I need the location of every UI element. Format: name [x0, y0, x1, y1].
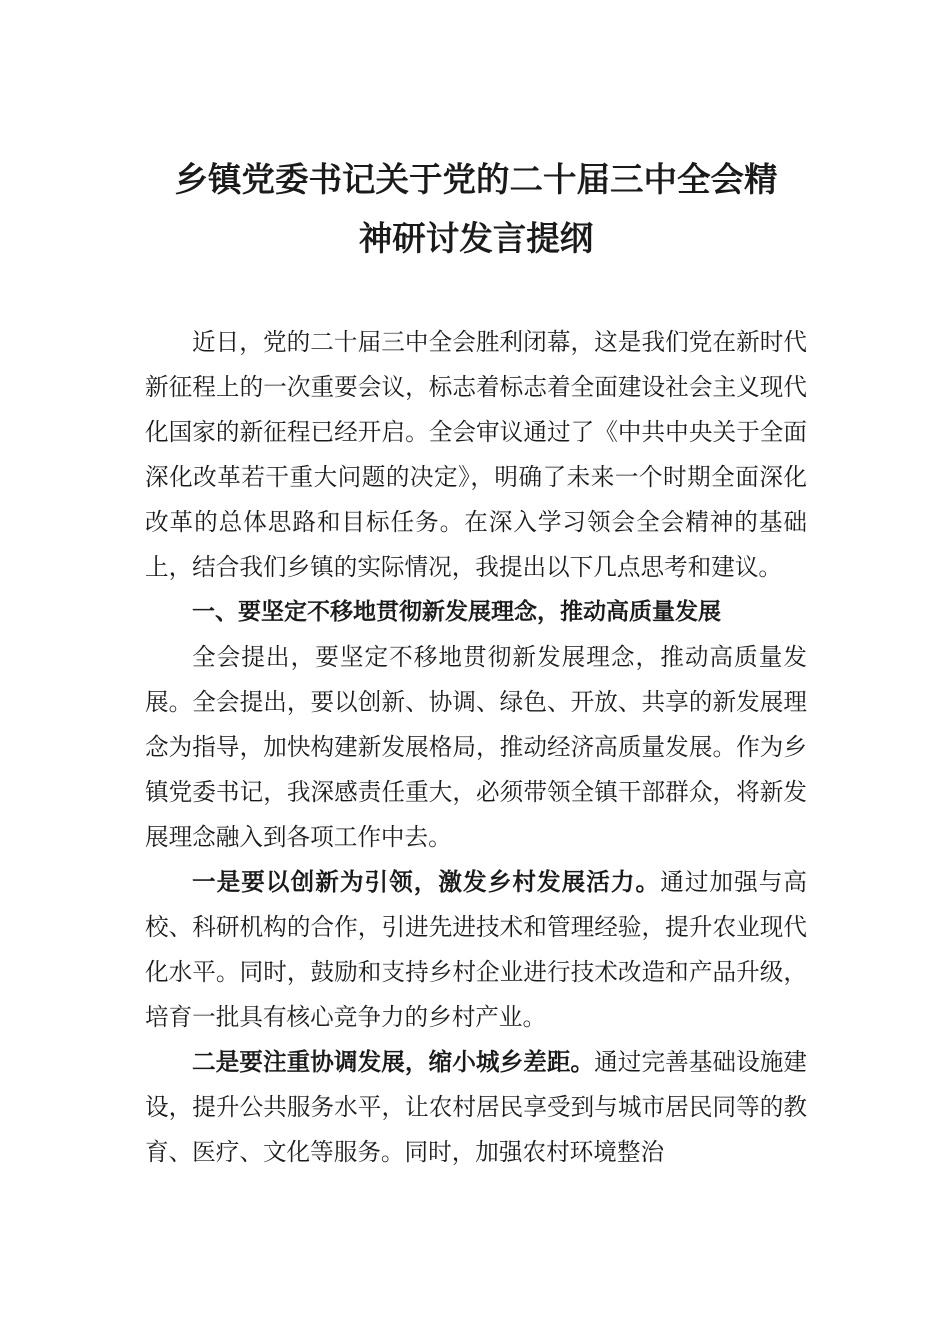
document-body — [145, 320, 807, 1175]
document-title — [145, 150, 807, 268]
section-heading-1: 一、要坚定不移地贯彻新发展理念，推动高质量发展 — [192, 599, 721, 625]
intro-paragraph: 近日，党的二十届三中全会胜利闭幕，这是我们党在新时代新征程上的一次重要会议，标志着标志着全面建设社会主义现代化国家的新征程已经开启。全会审议通过了《中共中央关于全面深化改革若干重大问题的决定》，明确了未来一个时期全面深化改革的总体思路和目标任务。在深入学习领会全会精神的基础上，结合我们乡镇的实际情况，我提出以下几点思考和建议。 — [145, 328, 807, 581]
title-line-2: 神研讨发言提纲 — [358, 219, 594, 258]
point-2-lead: 二是要注重协调发展，缩小城乡差距。 — [192, 1048, 595, 1076]
point-2-paragraph — [145, 1040, 807, 1175]
title-line-1: 乡镇党委书记关于党的二十届三中全会精 — [174, 160, 778, 199]
document-page — [145, 150, 807, 1175]
point-1-paragraph — [145, 860, 807, 1040]
point-2-text: 通过完善基础设施建设，提升公共服务水平，让农村居民享受到与城市居民同等的教育、医疗、文化等服务。同时，加强农村环境整治 — [145, 1048, 807, 1166]
section-1-paragraph: 全会提出，要坚定不移地贯彻新发展理念，推动高质量发展。全会提出，要以创新、协调、绿色、开放、共享的新发展理念为指导，加快构建新发展格局，推动经济高质量发展。作为乡镇党委书记，我深感责任重大，必须带领全镇干部群众，将新发展理念融入到各项工作中去。 — [145, 643, 807, 851]
point-1-lead: 一是要以创新为引领，激发乡村发展活力。 — [192, 868, 661, 896]
point-1-text: 通过加强与高校、科研机构的合作，引进先进技术和管理经验，提升农业现代化水平。同时，鼓励和支持乡村企业进行技术改造和产品升级，培育一批具有核心竞争力的乡村产业。 — [145, 868, 808, 1031]
